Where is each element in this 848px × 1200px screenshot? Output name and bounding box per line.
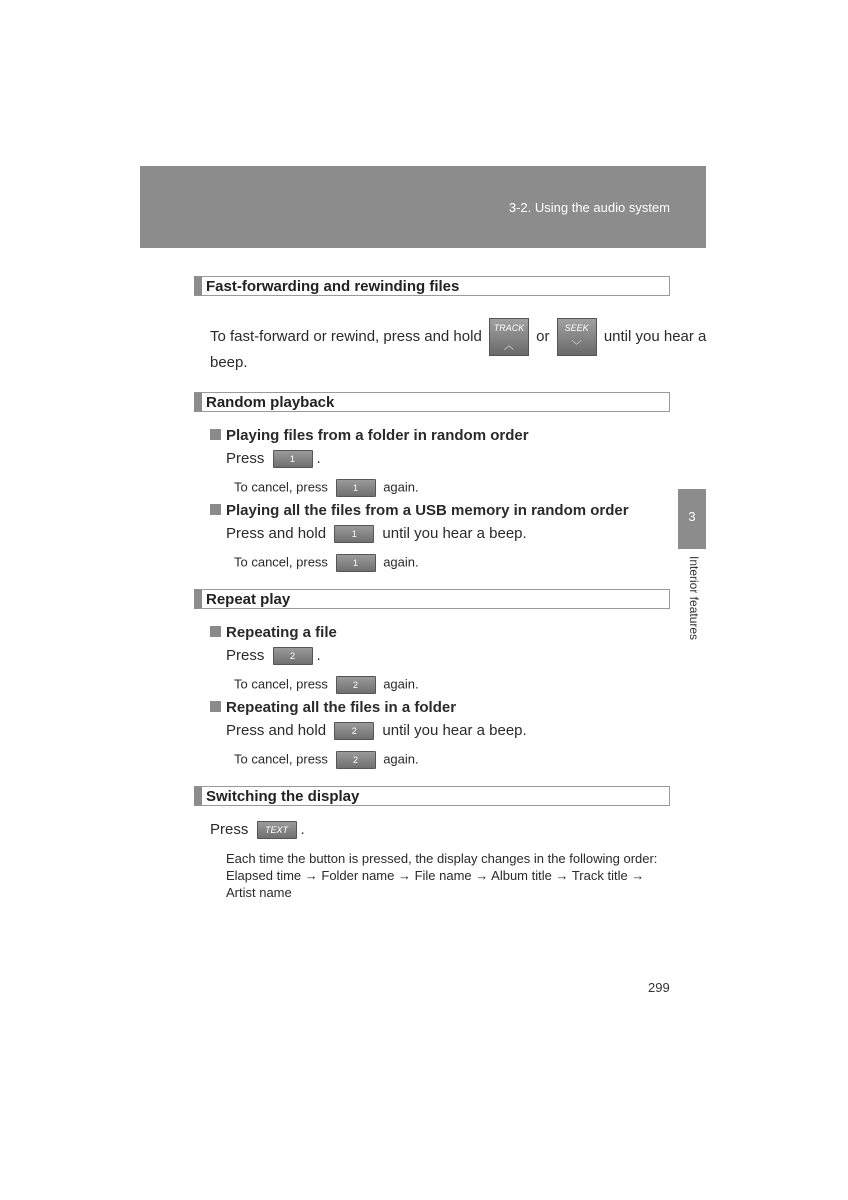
again-text: again.	[383, 751, 419, 767]
square-bullet-icon	[210, 429, 221, 440]
repeat-folder-press	[226, 722, 527, 740]
button-2: 2	[334, 722, 374, 740]
button-2: 2	[336, 751, 376, 769]
cancel-text: To cancel, press	[234, 751, 328, 767]
section-heading-fast-forward	[194, 276, 670, 296]
square-bullet-icon	[210, 701, 221, 712]
button-1: 1	[334, 525, 374, 543]
random-usb-cancel	[234, 554, 419, 572]
track-button	[489, 318, 529, 356]
cancel-text: To cancel, press	[234, 479, 328, 495]
chevron-down-icon: ﹀	[571, 341, 582, 352]
subheading-random-folder	[210, 427, 529, 444]
repeat-file-cancel	[234, 676, 419, 694]
cancel-text: To cancel, press	[234, 676, 328, 692]
subheading-text: Playing all the files from a USB memory in random order	[226, 502, 629, 519]
section-title: Repeat play	[206, 591, 291, 608]
button-2: 2	[336, 676, 376, 694]
subheading-text: Repeating a file	[226, 624, 337, 641]
track-button-label: TRACK	[493, 323, 525, 333]
ff-instruction-cont: beep.	[210, 354, 248, 371]
press-text: Press and hold	[226, 722, 327, 739]
again-text: again.	[383, 676, 419, 692]
section-title: Switching the display	[206, 788, 360, 805]
section-heading-display	[194, 786, 670, 806]
text-button: TEXT	[257, 821, 297, 839]
again-text: again.	[383, 479, 419, 495]
square-bullet-icon	[210, 504, 221, 515]
subheading-random-usb	[210, 502, 629, 519]
repeat-folder-cancel	[234, 751, 419, 769]
random-folder-press: Press 1 .	[226, 450, 321, 467]
button-2: 2	[273, 647, 313, 665]
chapter-title: 3-2. Using the audio system	[508, 200, 670, 215]
chapter-tab-label: Interior features	[687, 556, 701, 641]
display-press: Press TEXT .	[210, 821, 305, 838]
subheading-repeat-folder	[210, 699, 456, 716]
button-1: 1	[336, 554, 376, 572]
random-folder-cancel	[234, 479, 419, 497]
subheading-text: Playing files from a folder in random order	[226, 427, 529, 444]
section-heading-repeat	[194, 589, 670, 609]
section-title: Random playback	[206, 394, 335, 411]
after-text: until you hear a beep.	[382, 525, 527, 542]
press-text: Press	[226, 450, 265, 467]
section-heading-random	[194, 392, 670, 412]
subheading-text: Repeating all the files in a folder	[226, 699, 457, 716]
seek-button	[557, 318, 597, 356]
chapter-tab: 3	[678, 489, 706, 549]
ff-or: or	[536, 327, 550, 345]
chevron-up-icon: ︿	[503, 341, 514, 352]
repeat-file-press: Press 2 .	[226, 647, 321, 664]
ff-text-after: until you hear a	[603, 327, 707, 345]
cancel-text: To cancel, press	[234, 554, 328, 570]
press-text: Press and hold	[226, 525, 327, 542]
display-order-description: Each time the button is pressed, the display changes in the following order: Elapsed time → Folder name → File name → Album title → Track title → Artist name	[226, 851, 658, 900]
press-text: Press	[210, 821, 249, 838]
press-text: Press	[226, 647, 265, 664]
header-band	[140, 166, 706, 248]
page-number: 299	[648, 980, 670, 995]
ff-text-before: To fast-forward or rewind, press and hold	[210, 327, 482, 345]
square-bullet-icon	[210, 626, 221, 637]
after-text: until you hear a beep.	[382, 722, 527, 739]
random-usb-press	[226, 525, 527, 543]
ff-instruction	[210, 318, 706, 356]
seek-button-label: SEEK	[564, 323, 589, 333]
button-1: 1	[336, 479, 376, 497]
section-title: Fast-forwarding and rewinding files	[206, 278, 460, 295]
subheading-repeat-file	[210, 624, 337, 641]
button-1: 1	[273, 450, 313, 468]
again-text: again.	[383, 554, 419, 570]
